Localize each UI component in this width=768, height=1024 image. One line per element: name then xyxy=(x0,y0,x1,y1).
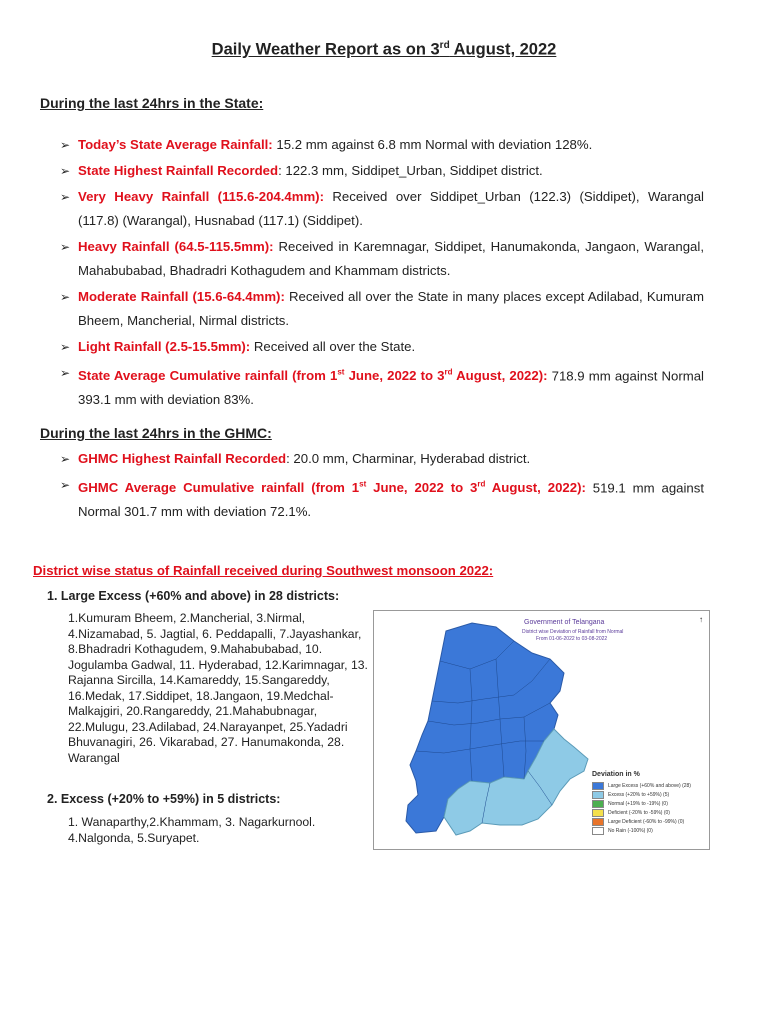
list-item: ➢ Moderate Rainfall (15.6-64.4mm): Received all over the State in many places except Adilabad, Kumuram Bheem, Mancherial, Nirmal districts. xyxy=(78,285,704,333)
arrow-bullet-icon: ➢ xyxy=(60,240,71,254)
district-status-heading: District wise status of Rainfall received during Southwest monsoon 2022: xyxy=(33,563,494,578)
list-item: ➢ GHMC Average Cumulative rainfall (from 1st June, 2022 to 3rd August, 2022): 519.1 mm against Normal 301.7 mm with deviation 72.1%. xyxy=(78,473,704,524)
map-period: From 01-06-2022 to 03-08-2022 xyxy=(536,636,608,642)
legend-item: Large Deficient (-60% to -99%) (0) xyxy=(592,817,691,826)
arrow-bullet-icon: ➢ xyxy=(60,164,71,178)
ghmc-heading: During the last 24hrs in the GHMC: xyxy=(40,425,272,441)
legend-item: Deficient (-20% to -59%) (0) xyxy=(592,808,691,817)
legend-swatch xyxy=(592,827,604,835)
large-excess-list: 1.Kumuram Bheem, 2.Mancherial, 3.Nirmal, 4.Nizamabad, 5. Jagtial, 6. Peddapalli, 7.Jayashankar, 8.Bhadradri Kothagudem, 9.Mahabubabad, 10. Jogulamba Gadwal, 11. Hyderabad, 12.Karimnagar, 13. Rajanna Sircilla, 14.Kamareddy, 15.Sangareddy, 16.Medak, 17.Siddipet, 18.Jangaon, 19.Medchal-Malkajgiri, 20.Rangareddy, 21.Mahabubnagar, 22.Mulugu, 23.Adilabad, 24.Narayanpet, 25.Yadadri Bhuvanagiri, 26. Vikarabad, 27. Hanumakonda, 28. Warangal xyxy=(68,611,368,765)
legend-swatch xyxy=(592,809,604,817)
legend-swatch xyxy=(592,782,604,790)
large-excess-heading: 1. Large Excess (+60% and above) in 28 districts: xyxy=(47,589,340,603)
north-arrow-icon: ↑ xyxy=(699,615,703,624)
legend-swatch xyxy=(592,791,604,799)
legend-title: Deviation in % xyxy=(592,771,640,778)
legend-swatch xyxy=(592,818,604,826)
legend-item: Excess (+20% to +59%) (5) xyxy=(592,790,691,799)
report-title: Daily Weather Report as on 3rd August, 2022 xyxy=(211,40,557,59)
legend-item: No Rain (-100%) (0) xyxy=(592,826,691,835)
arrow-bullet-icon: ➢ xyxy=(60,478,71,492)
map-title: Government of Telangana xyxy=(524,619,605,626)
list-item: ➢ Light Rainfall (2.5-15.5mm): Received all over the State. xyxy=(78,335,704,359)
state-bullet-list xyxy=(60,133,704,414)
list-item: ➢ Very Heavy Rainfall (115.6-204.4mm): Received over Siddipet_Urban (122.3) (Siddipet), Warangal (117.8) (Warangal), Husnabad (117.1) (Siddipet). xyxy=(78,185,704,233)
rainfall-deviation-map xyxy=(373,610,710,850)
arrow-bullet-icon: ➢ xyxy=(60,366,71,380)
arrow-bullet-icon: ➢ xyxy=(60,340,71,354)
list-item: ➢ State Highest Rainfall Recorded: 122.3 mm, Siddipet_Urban, Siddipet district. xyxy=(78,159,704,183)
excess-list: 1. Wanaparthy,2.Khammam, 3. Nagarkurnool. 4.Nalgonda, 5.Suryapet. xyxy=(68,815,316,845)
map-legend xyxy=(592,771,691,835)
arrow-bullet-icon: ➢ xyxy=(60,290,71,304)
arrow-bullet-icon: ➢ xyxy=(60,452,71,466)
list-item: ➢ GHMC Highest Rainfall Recorded: 20.0 mm, Charminar, Hyderabad district. xyxy=(78,447,704,471)
list-item: ➢ Heavy Rainfall (64.5-115.5mm): Received in Karemnagar, Siddipet, Hanumakonda, Jangaon, Warangal, Mahabubabad, Bhadradri Kothagudem and Khammam districts. xyxy=(78,235,704,283)
map-subtitle: District wise Deviation of Rainfall from Normal xyxy=(522,629,624,635)
legend-item: Large Excess (+60% and above) (28) xyxy=(592,781,691,790)
list-item: ➢ Today’s State Average Rainfall: 15.2 mm against 6.8 mm Normal with deviation 128%. xyxy=(78,133,704,157)
legend-item: Normal (+19% to -19%) (0) xyxy=(592,799,691,808)
state-heading: During the last 24hrs in the State: xyxy=(40,95,264,111)
arrow-bullet-icon: ➢ xyxy=(60,138,71,152)
arrow-bullet-icon: ➢ xyxy=(60,190,71,204)
excess-heading: 2. Excess (+20% to +59%) in 5 districts: xyxy=(47,792,281,806)
ghmc-bullet-list xyxy=(60,447,705,526)
list-item: ➢ State Average Cumulative rainfall (from 1st June, 2022 to 3rd August, 2022): 718.9 mm against Normal 393.1 mm with deviation 83%. xyxy=(78,361,704,412)
legend-swatch xyxy=(592,800,604,808)
